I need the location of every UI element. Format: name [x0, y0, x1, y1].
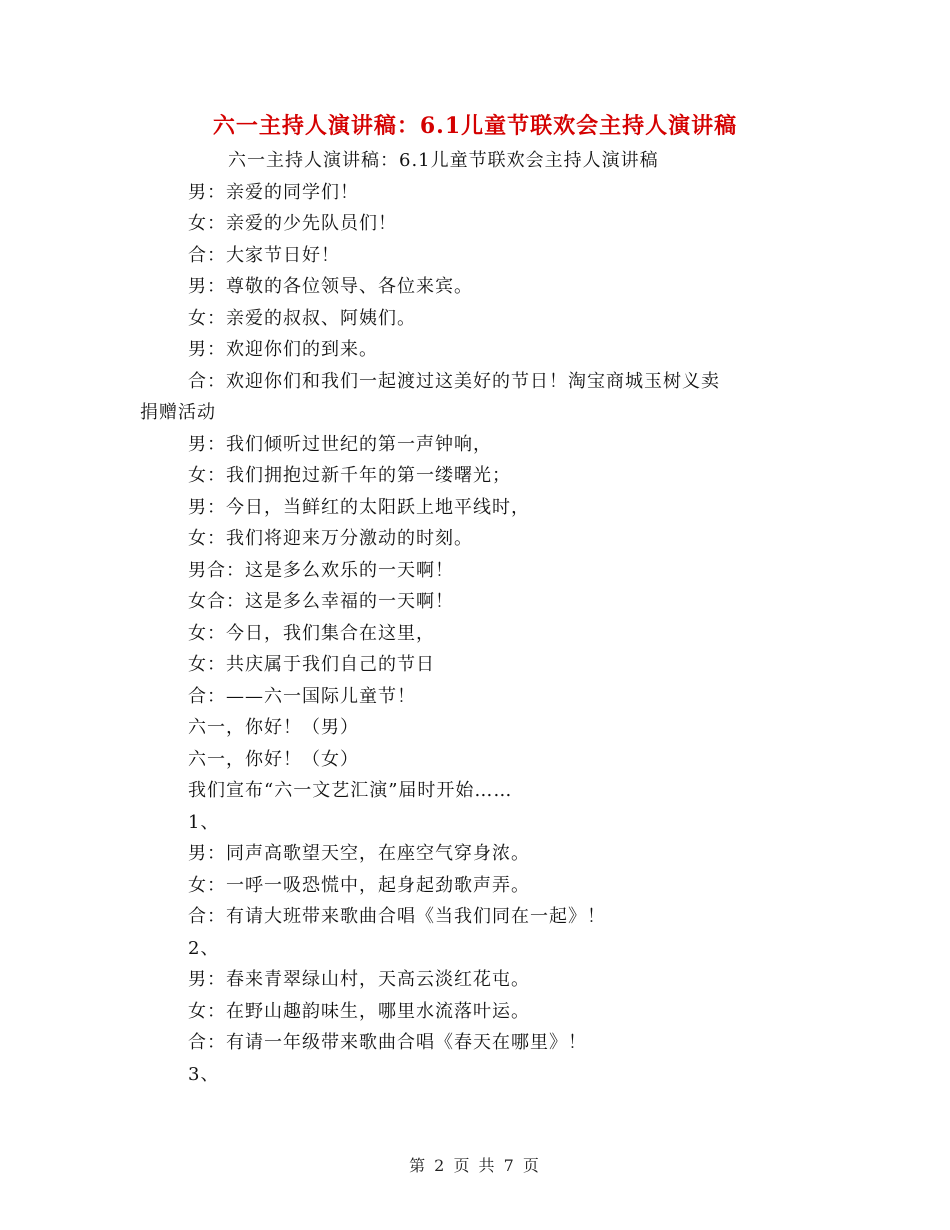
- paragraph-line: 男：今日，当鲜红的太阳跃上地平线时，: [188, 496, 530, 518]
- section-number: 1、: [188, 811, 220, 833]
- document-title: 六一主持人演讲稿：6.1儿童节联欢会主持人演讲稿: [212, 113, 738, 139]
- paragraph-line: 男：尊敬的各位领导、各位来宾。: [188, 276, 473, 297]
- paragraph-line: 六一，你好！（女）: [188, 748, 359, 770]
- paragraph-line: 六一，你好！（男）: [188, 717, 359, 738]
- paragraph-line: 女：共庆属于我们自己的节日: [188, 654, 435, 675]
- paragraph-line: 女：我们拥抱过新千年的第一缕曙光；: [188, 465, 511, 486]
- document-body: [140, 145, 810, 1090]
- paragraph-line: 合：——六一国际儿童节！: [188, 685, 416, 707]
- paragraph-line: 男：亲爱的同学们！: [188, 181, 359, 203]
- paragraph-line: 合：有请一年级带来歌曲合唱《春天在哪里》！: [188, 1032, 587, 1053]
- paragraph-line: 女合：这是多么幸福的一天啊！: [188, 591, 454, 612]
- paragraph-line: 合：大家节日好！: [188, 244, 340, 266]
- paragraph-line: 女：亲爱的叔叔、阿姨们。: [188, 307, 416, 329]
- paragraph-line: 男：欢迎你们的到来。: [188, 339, 378, 360]
- paragraph-line: 女：一呼一吸恐慌中，起身起劲歌声弄。: [188, 874, 530, 896]
- page-number-footer: 第 2 页 共 7 页: [409, 1156, 541, 1175]
- section-number: 2、: [188, 937, 220, 959]
- paragraph-line: 女：我们将迎来万分激动的时刻。: [188, 528, 473, 549]
- paragraph-line-continuation: 捐赠活动: [140, 402, 216, 423]
- paragraph-line: 女：亲爱的少先队员们！: [188, 213, 397, 234]
- paragraph-line: 我们宣布“六一文艺汇演”届时开始……: [188, 780, 513, 801]
- paragraph-line: 合：有请大班带来歌曲合唱《当我们同在一起》！: [188, 906, 606, 927]
- section-number: 3、: [188, 1063, 220, 1085]
- paragraph-line: 男：同声高歌望天空，在座空气穿身浓。: [188, 843, 530, 864]
- paragraph-line: 男：春来青翠绿山村，天高云淡红花屯。: [188, 969, 530, 990]
- paragraph-line: 男合：这是多么欢乐的一天啊！: [188, 559, 454, 581]
- paragraph-line: 女：在野山趣韵味生，哪里水流落叶运。: [188, 1000, 530, 1022]
- paragraph-line: 女：今日，我们集合在这里，: [188, 622, 435, 644]
- document-subtitle: 六一主持人演讲稿：6.1儿童节联欢会主持人演讲稿: [228, 150, 659, 171]
- paragraph-line: 男：我们倾听过世纪的第一声钟响，: [188, 433, 492, 455]
- paragraph-line: 合：欢迎你们和我们一起渡过这美好的节日！淘宝商城玉树义卖: [188, 370, 720, 392]
